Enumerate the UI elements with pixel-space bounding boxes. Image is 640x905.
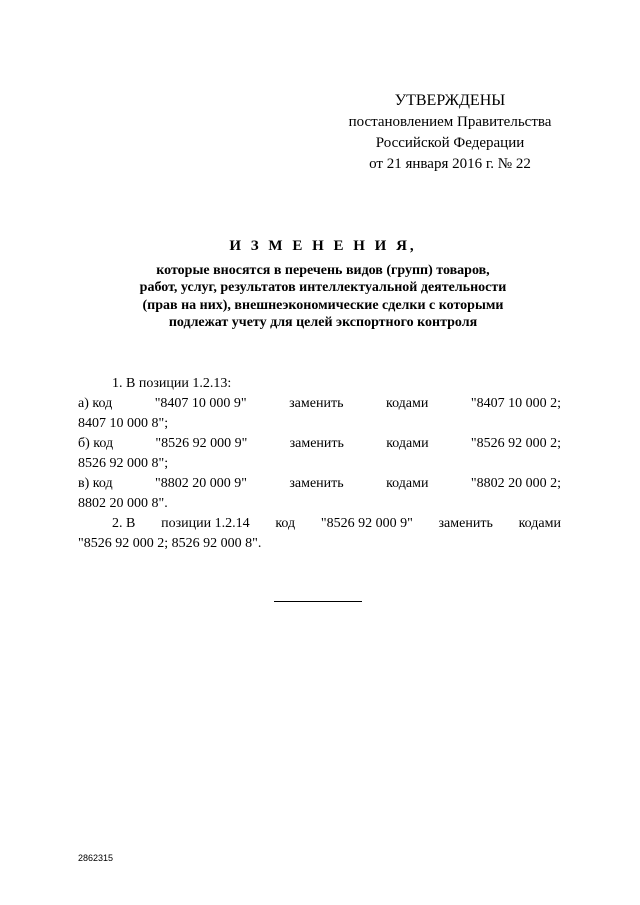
item-2-word-6: кодами (518, 516, 561, 531)
item-a-new-end: 8407 10 000 8"; (78, 416, 169, 431)
item-2-end: "8526 92 000 2; 8526 92 000 8". (78, 536, 262, 551)
item-b-new-start: "8526 92 000 2; (470, 436, 561, 451)
item-2-line (78, 514, 561, 534)
item-b-noun: кодами (386, 436, 429, 451)
title-line-1: которые вносятся в перечень видов (групп) товаров, (156, 262, 490, 278)
item-c-new-end: 8802 20 000 8". (78, 496, 168, 511)
item-c-verb: заменить (289, 476, 344, 491)
approval-line-2: Российской Федерации (375, 135, 525, 151)
item-2-word-3: код (275, 516, 296, 531)
item-2-word-1: 2. В (112, 516, 136, 531)
item-2-word-5: заменить (438, 516, 493, 531)
item-c-new-start: "8802 20 000 2; (470, 476, 561, 491)
item-b-code: "8526 92 000 9" (155, 436, 248, 451)
approval-line-3: от 21 января 2016 г. № 22 (369, 156, 531, 172)
document-title (78, 238, 568, 332)
item-b-new-end: 8526 92 000 8"; (78, 456, 169, 471)
changes-body (78, 374, 561, 554)
title-line-4: подлежат учету для целей экспортного контроля (168, 315, 478, 330)
approval-stamp (330, 90, 570, 175)
closing-divider (274, 601, 362, 602)
title-line-3: (прав на них), внешнеэкономические сделки с которыми (142, 297, 504, 313)
item-b-prefix: б) код (78, 436, 114, 451)
item-2-word-4: "8526 92 000 9" (320, 516, 413, 531)
item-2-word-2: позиции 1.2.14 (161, 516, 250, 531)
item-c-noun: кодами (386, 476, 429, 491)
item-b-line (78, 434, 561, 454)
item-b-verb: заменить (289, 436, 344, 451)
item-a-code: "8407 10 000 9" (154, 396, 247, 411)
title-line-2: работ, услуг, результатов интеллектуальной деятельности (139, 280, 507, 295)
item-1-intro: 1. В позиции 1.2.13: (112, 376, 232, 391)
item-c-code: "8802 20 000 9" (155, 476, 247, 491)
approved-label: УТВЕРЖДЕНЫ (394, 92, 506, 109)
item-a-verb: заменить (289, 396, 344, 411)
item-a-new-start: "8407 10 000 2; (470, 396, 561, 411)
document-number: 2862315 (78, 853, 114, 863)
approval-line-1: постановлением Правительства (348, 114, 552, 130)
item-a-noun: кодами (385, 396, 429, 411)
title-heading: И З М Е Н Е Н И Я, (229, 238, 417, 254)
item-a-prefix: а) код (78, 396, 113, 411)
item-a-line (78, 394, 561, 414)
item-c-prefix: в) код (78, 476, 113, 491)
item-c-line (78, 474, 561, 494)
